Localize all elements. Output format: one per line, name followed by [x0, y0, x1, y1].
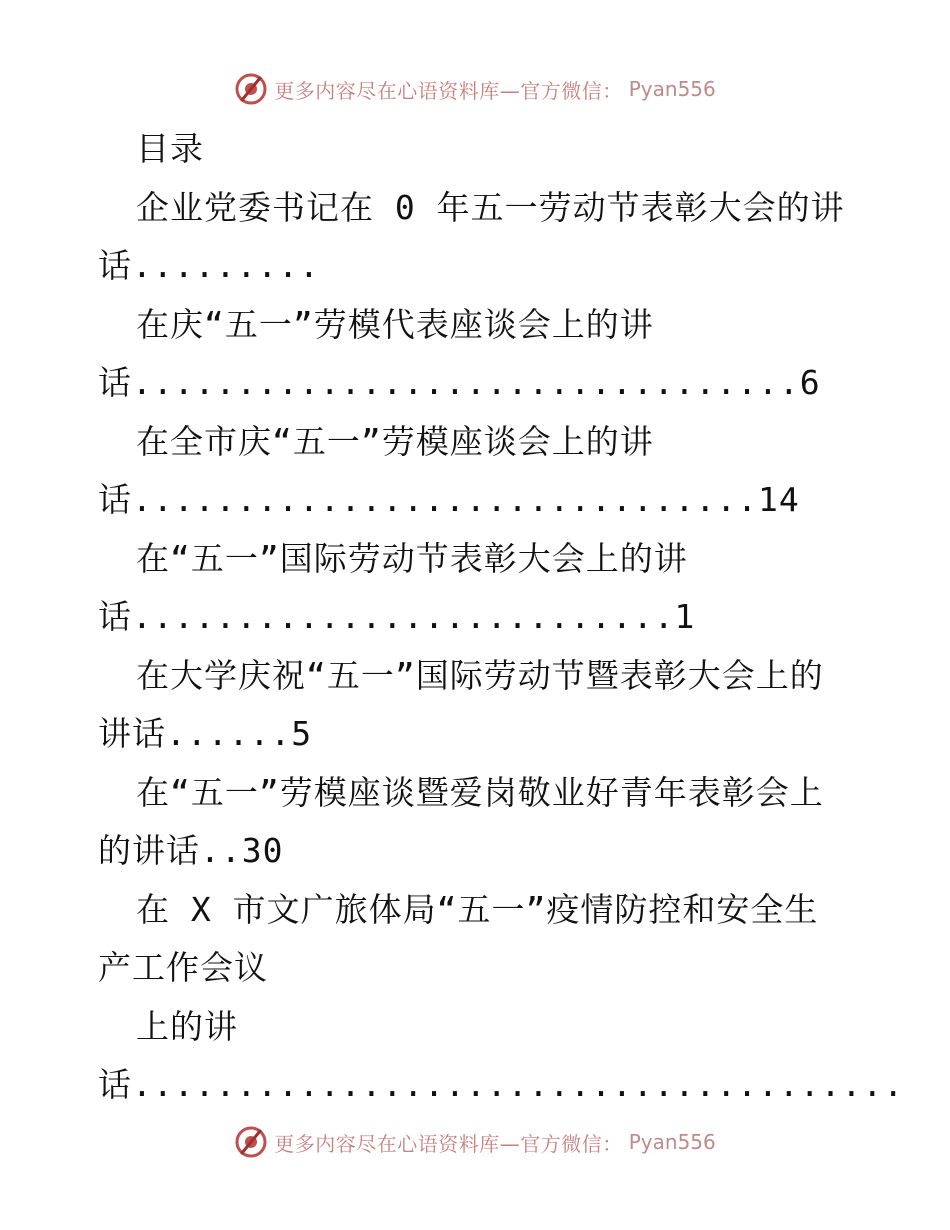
toc-line: 产工作会议 [98, 948, 268, 987]
toc-line: 在“五一”劳模座谈暨爱岗敬业好青年表彰会上 [136, 772, 824, 812]
toc-line: 在全市庆“五一”劳模座谈会上的讲 [136, 421, 654, 461]
toc-line: 在大学庆祝“五一”国际劳动节暨表彰大会上的 [136, 655, 824, 695]
toc-line: 话......... [98, 246, 320, 285]
pen-logo-icon [234, 72, 268, 106]
toc-line: 在庆“五一”劳模代表座谈会上的讲 [136, 304, 654, 344]
toc-line: 在 X 市文广旅体局“五一”疫情防控和安全生 [136, 889, 819, 929]
watermark-header [0, 72, 950, 106]
watermark-footer [0, 1125, 950, 1159]
toc-line: 讲话......5 [98, 714, 313, 753]
toc-heading: 目录 [136, 129, 204, 168]
toc-line: 的讲话..30 [98, 831, 284, 870]
watermark-text: 更多内容尽在心语资料库—官方微信： [274, 1131, 623, 1156]
watermark-contact: Pyan556 [628, 1130, 716, 1154]
toc-line: 话................................6 [98, 363, 821, 402]
toc-line: 话..........................1 [98, 597, 696, 636]
watermark-text: 更多内容尽在心语资料库—官方微信： [274, 78, 623, 103]
table-of-contents [98, 120, 905, 1115]
pen-logo-icon [234, 1125, 268, 1159]
toc-line: 企业党委书记在 0 年五一劳动节表彰大会的讲 [136, 187, 845, 227]
toc-line: 上的讲 [136, 1006, 238, 1046]
toc-line: 话..................................... [98, 1065, 905, 1104]
watermark-contact: Pyan556 [628, 77, 716, 101]
toc-line: 在“五一”国际劳动节表彰大会上的讲 [136, 538, 688, 578]
toc-line: 话..............................14 [98, 480, 800, 519]
